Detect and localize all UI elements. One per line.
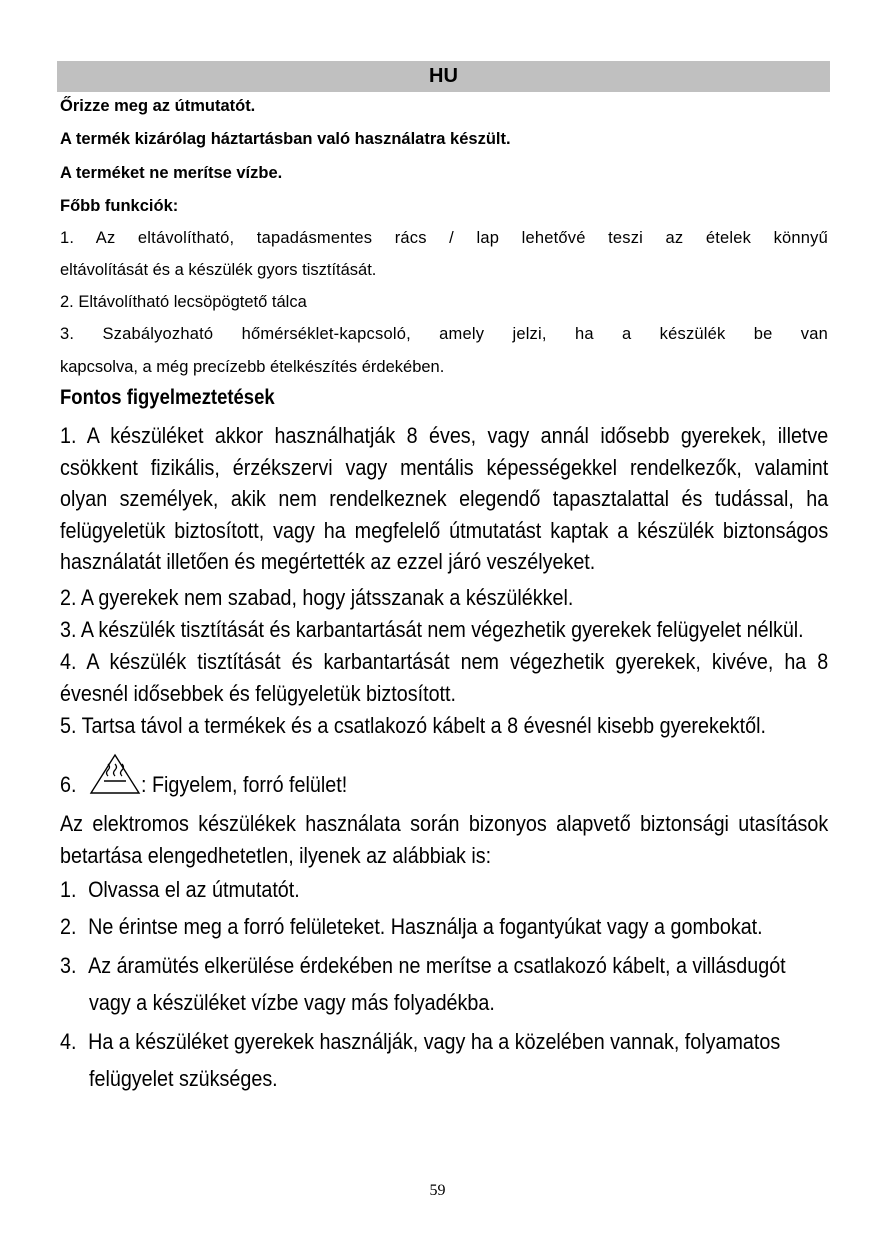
safety-item-text: Ne érintse meg a forró felületeket. Használja a fogantyúkat vagy a gombokat.: [88, 914, 763, 939]
warning-1-line: felügyeletük biztosított, vagy ha megfelelő útmutatást kaptak a készülék biztonságos: [60, 517, 829, 543]
warning-6-number: 6.: [60, 772, 77, 797]
warning-4: [60, 646, 828, 709]
warning-1-line: használatát illetően és megértették az ezzel járó veszélyeket.: [60, 549, 596, 574]
household-use-note: A termék kizárólag háztartásban való használatra készült.: [60, 130, 511, 148]
language-code: HU: [429, 65, 458, 87]
warning-3: 3. A készülék tisztítását és karbantartását nem végezhetik gyerekek felügyelet nélkül.: [60, 617, 804, 642]
warning-1-line: 1. A készüléket akkor használhatják 8 éves, vagy annál idősebb gyerekek, illetve: [60, 423, 829, 448]
warnings-title: Fontos figyelmeztetések: [60, 386, 275, 409]
warning-6-text: : Figyelem, forró felület!: [141, 772, 348, 797]
warning-1-line: csökkent fizikális, érzékszervi vagy mentális képességekkel rendelkezők, valamint: [60, 454, 829, 480]
warning-4-line: évesnél idősebbek és felügyeletük biztosított.: [60, 680, 456, 706]
feature-3-line2: kapcsolva, a még precízebb ételkészítés érdekében.: [60, 358, 445, 376]
safety-intro-line: betartása elengedhetetlen, ilyenek az alábbiak is:: [60, 842, 492, 868]
safety-item-number: 1.: [60, 877, 77, 902]
no-water-note: A terméket ne merítse vízbe.: [60, 164, 283, 182]
safety-item-1: [60, 877, 300, 903]
warning-2: 2. A gyerekek nem szabad, hogy játsszanak a készülékkel.: [60, 585, 574, 610]
keep-manual-note: Őrizze meg az útmutatót.: [60, 97, 256, 115]
feature-2: 2. Eltávolítható lecsöpögtető tálca: [60, 293, 307, 311]
safety-item-2: [60, 914, 763, 940]
page-number: 59: [429, 1182, 446, 1199]
safety-item-3: [60, 953, 786, 979]
safety-item-text: Az áramütés elkerülése érdekében ne merítse a csatlakozó kábelt, a villásdugót: [88, 953, 786, 978]
feature-1-line1: 1. Az eltávolítható, tapadásmentes rács / lap lehetővé teszi az ételek könnyű: [60, 229, 828, 247]
safety-item-number: 4.: [60, 1029, 77, 1054]
warning-1-line: olyan személyek, akik nem rendelkeznek elegendő tapasztalattal és tudással, ha: [60, 486, 829, 511]
hot-surface-warning-icon: [89, 752, 141, 796]
feature-3-line1: 3. Szabályozható hőmérséklet-kapcsoló, amely jelzi, ha a készülék be van: [60, 325, 828, 343]
safety-item-number: 3.: [60, 953, 77, 978]
safety-intro: [60, 808, 828, 871]
warning-1: [60, 420, 828, 578]
warning-5: 5. Tartsa távol a termékek és a csatlakozó kábelt a 8 évesnél kisebb gyerekektől.: [60, 713, 766, 738]
safety-item-text: Ha a készüléket gyerekek használják, vagy ha a közelében vannak, folyamatos: [88, 1029, 781, 1054]
warning-4-line: 4. A készülék tisztítását és karbantartását nem végezhetik gyerekek, kivéve, ha 8: [60, 649, 829, 674]
language-header-bar: [57, 61, 830, 92]
features-title: Főbb funkciók:: [60, 197, 179, 215]
feature-1-line2: eltávolítását és a készülék gyors tisztítását.: [60, 261, 377, 279]
safety-item-number: 2.: [60, 914, 77, 939]
safety-item-4: [60, 1029, 780, 1055]
safety-item-text: Olvassa el az útmutatót.: [88, 877, 300, 902]
safety-item-4-cont: felügyelet szükséges.: [89, 1066, 278, 1091]
safety-item-3-cont: vagy a készüléket vízbe vagy más folyadékba.: [89, 990, 495, 1015]
safety-intro-line: Az elektromos készülékek használata során bizonyos alapvető biztonsági utasítások: [60, 811, 829, 836]
